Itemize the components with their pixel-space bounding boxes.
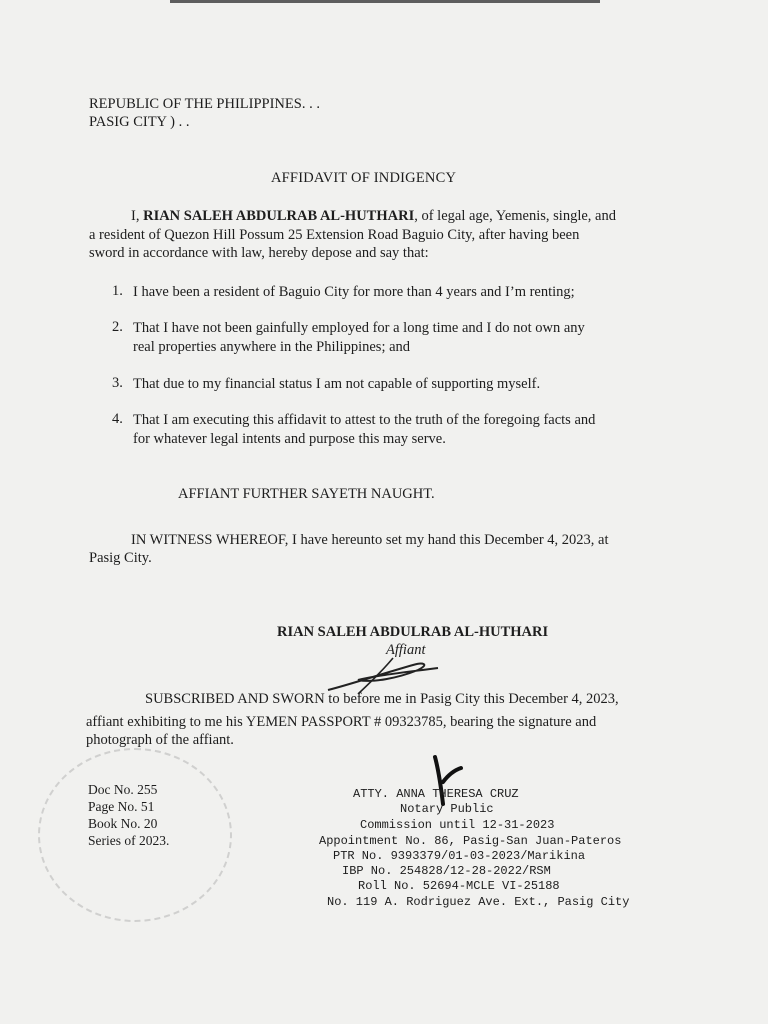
item-4-number: 4. bbox=[112, 411, 123, 427]
subscribed-line-3: photograph of the affiant. bbox=[86, 732, 234, 748]
doc-number: Doc No. 255 bbox=[88, 782, 158, 797]
subscribed-line-2: affiant exhibiting to me his YEMEN PASSPORT # 09323785, bearing the signature and bbox=[86, 714, 597, 730]
item-3-line-1: That due to my financial status I am not capable of supporting myself. bbox=[133, 376, 541, 392]
header-city: PASIG CITY ) . . bbox=[89, 114, 190, 130]
item-2-line-1: That I have not been gainfully employed for a long time and I do not own any bbox=[133, 320, 585, 336]
top-scan-edge bbox=[170, 0, 600, 3]
book-number: Book No. 20 bbox=[88, 816, 158, 831]
item-4-line-2: for whatever legal intents and purpose this may serve. bbox=[133, 431, 446, 447]
item-2-number: 2. bbox=[112, 319, 123, 335]
intro-line-1 bbox=[131, 207, 616, 225]
intro-line-2: a resident of Quezon Hill Possum 25 Extension Road Baguio City, after having been bbox=[89, 227, 580, 243]
item-1-number: 1. bbox=[112, 283, 123, 299]
subscribed-line-1: SUBSCRIBED AND SWORN to before me in Pasig City this December 4, 2023, bbox=[145, 691, 619, 707]
page-number: Page No. 51 bbox=[88, 799, 155, 814]
notary-address: No. 119 A. Rodriguez Ave. Ext., Pasig City bbox=[327, 895, 630, 909]
notary-ibp: IBP No. 254828/12-28-2022/RSM bbox=[342, 864, 551, 878]
notary-ptr: PTR No. 9393379/01-03-2023/Marikina bbox=[333, 849, 586, 863]
header-republic: REPUBLIC OF THE PHILIPPINES. . . bbox=[89, 96, 320, 112]
witness-line-2: Pasig City. bbox=[89, 550, 152, 566]
document-title: AFFIDAVIT OF INDIGENCY bbox=[271, 170, 457, 186]
intro-line-3: sword in accordance with law, hereby depose and say that: bbox=[89, 245, 429, 261]
affiant-name: RIAN SALEH ABDULRAB AL-HUTHARI bbox=[277, 624, 549, 640]
notary-roll: Roll No. 52694-MCLE VI-25188 bbox=[358, 879, 560, 893]
notarial-register bbox=[88, 781, 169, 849]
further-sayeth: AFFIANT FURTHER SAYETH NAUGHT. bbox=[178, 486, 435, 502]
item-2-line-2: real properties anywhere in the Philippines; and bbox=[133, 339, 411, 355]
notary-commission: Commission until 12-31-2023 bbox=[360, 818, 555, 832]
intro-suffix: , of legal age, Yemenis, single, and bbox=[414, 208, 616, 224]
notary-title: Notary Public bbox=[400, 802, 494, 816]
affiant-role: Affiant bbox=[386, 642, 426, 658]
series-year: Series of 2023. bbox=[88, 833, 170, 848]
intro-prefix: I, bbox=[131, 208, 144, 224]
notary-name: ATTY. ANNA THERESA CRUZ bbox=[353, 787, 519, 801]
notary-appointment: Appointment No. 86, Pasig-San Juan-Pateros bbox=[319, 834, 622, 848]
item-4-line-1: That I am executing this affidavit to attest to the truth of the foregoing facts and bbox=[133, 412, 596, 428]
witness-line-1: IN WITNESS WHEREOF, I have hereunto set my hand this December 4, 2023, at bbox=[131, 532, 609, 548]
item-1-line-1: I have been a resident of Baguio City for more than 4 years and I’m renting; bbox=[133, 284, 575, 300]
intro-affiant-name: RIAN SALEH ABDULRAB AL-HUTHARI bbox=[143, 208, 415, 224]
item-3-number: 3. bbox=[112, 375, 123, 391]
